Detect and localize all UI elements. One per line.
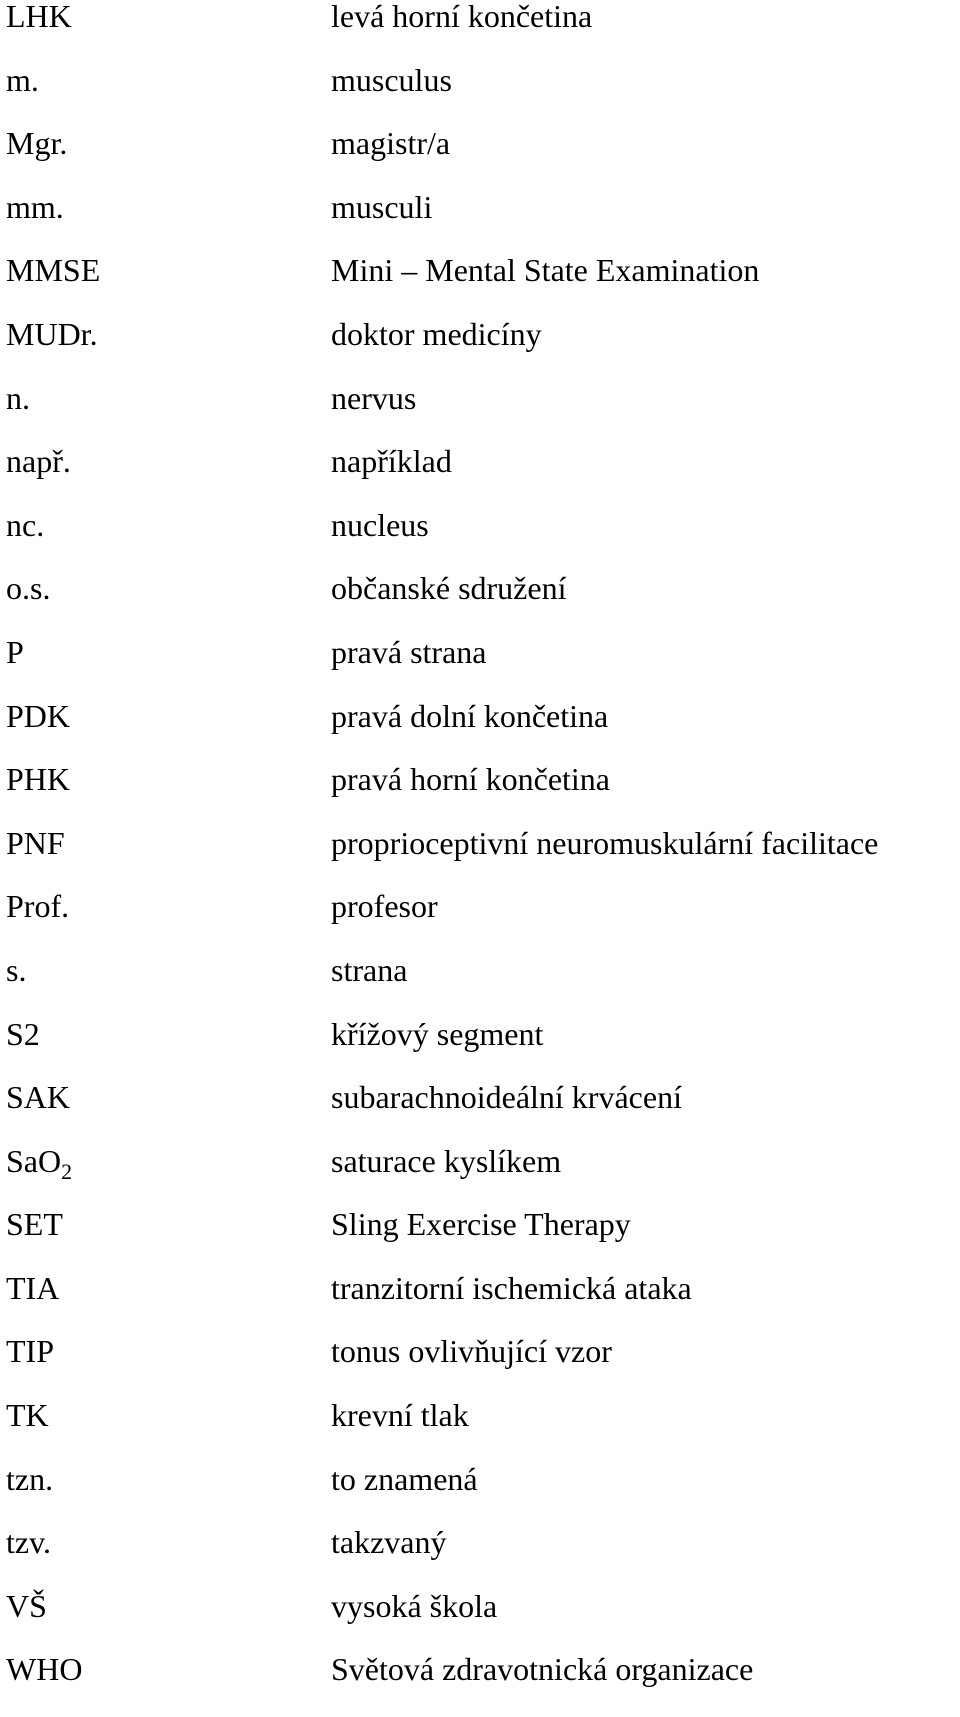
abbreviation-meaning: pravá horní končetina: [331, 761, 610, 798]
abbreviation: LHK: [6, 0, 72, 34]
abbreviation: PNF: [6, 824, 65, 861]
list-item: [0, 1335, 960, 1399]
abbreviation-meaning: musculus: [331, 61, 452, 98]
abbreviation: mm.: [6, 188, 64, 225]
abbreviation-meaning: například: [331, 443, 452, 480]
abbreviation-subscript: 2: [61, 1158, 73, 1184]
abbreviation: o.s.: [6, 570, 51, 607]
abbreviation-meaning: občanské sdružení: [331, 570, 567, 607]
list-item: [0, 1081, 960, 1145]
abbreviation-meaning: Sling Exercise Therapy: [331, 1206, 631, 1243]
abbreviation: nc.: [6, 506, 45, 543]
abbreviation-meaning: proprioceptivní neuromuskulární facilitace: [331, 824, 879, 861]
abbreviation-meaning: tonus ovlivňující vzor: [331, 1333, 612, 1370]
list-item: [0, 506, 960, 573]
list-item: [0, 315, 960, 382]
list-item: [0, 633, 960, 700]
abbreviation-meaning: subarachnoideální krvácení: [331, 1079, 682, 1116]
abbreviation: např.: [6, 443, 71, 480]
abbreviation-meaning: magistr/a: [331, 125, 451, 162]
abbreviation: SAK: [6, 1079, 71, 1116]
list-item: [0, 763, 960, 827]
list-item: [0, 61, 960, 128]
list-item: [0, 445, 960, 509]
list-item: [0, 1269, 960, 1336]
list-item: [0, 1208, 960, 1272]
abbreviation: MUDr.: [6, 315, 98, 352]
abbreviation: TK: [6, 1397, 49, 1434]
list-item: [0, 890, 960, 954]
abbreviation: WHO: [6, 1651, 83, 1688]
abbreviation: TIA: [6, 1269, 60, 1306]
abbreviation: Mgr.: [6, 125, 68, 162]
list-item: [0, 1015, 960, 1082]
abbreviation-meaning: tranzitorní ischemická ataka: [331, 1269, 692, 1306]
abbreviation: PDK: [6, 697, 71, 734]
abbreviation-meaning: vysoká škola: [331, 1587, 498, 1624]
abbreviation-meaning: křížový segment: [331, 1015, 544, 1052]
list-item: [0, 188, 960, 255]
abbreviation: MMSE: [6, 252, 101, 289]
abbreviation: TIP: [6, 1333, 54, 1370]
abbreviation: PHK: [6, 761, 71, 798]
abbreviation-meaning: takzvaný: [331, 1524, 447, 1561]
abbreviation: SET: [6, 1206, 63, 1243]
abbreviation-meaning: Mini – Mental State Examination: [331, 252, 760, 289]
abbreviation: P: [6, 633, 24, 670]
abbreviation-with-subscript: [6, 1142, 73, 1184]
abbreviation-meaning: pravá dolní končetina: [331, 697, 609, 734]
abbreviation-meaning: nervus: [331, 379, 417, 416]
abbreviation: tzn.: [6, 1460, 54, 1497]
abbreviation: tzv.: [6, 1524, 52, 1561]
list-item: [0, 1653, 960, 1717]
abbreviation-meaning: to znamená: [331, 1460, 478, 1497]
list-item: [0, 824, 960, 891]
abbreviation-meaning: krevní tlak: [331, 1397, 469, 1434]
list-item: [0, 951, 960, 1018]
abbreviation: VŠ: [6, 1587, 47, 1624]
abbreviation: s.: [6, 951, 27, 988]
list-item: [0, 1460, 960, 1527]
list-item: [0, 1399, 960, 1463]
abbreviation-meaning: nucleus: [331, 506, 429, 543]
abbreviation: S2: [6, 1015, 40, 1052]
abbreviation-meaning: profesor: [331, 888, 438, 925]
list-item: [0, 127, 960, 191]
list-item: [0, 1142, 960, 1209]
abbreviation-meaning: musculi: [331, 188, 433, 225]
abbreviation: m.: [6, 61, 39, 98]
list-item: [0, 1526, 960, 1590]
abbreviation-meaning: saturace kyslíkem: [331, 1142, 562, 1179]
list-item: [0, 572, 960, 636]
abbreviation-meaning: Světová zdravotnická organizace: [331, 1651, 754, 1688]
abbreviation-meaning: pravá strana: [331, 633, 487, 670]
abbreviation: Prof.: [6, 888, 70, 925]
list-item: [0, 0, 960, 64]
list-item: [0, 697, 960, 764]
list-item: [0, 379, 960, 446]
abbreviation-meaning: levá horní končetina: [331, 0, 593, 34]
list-item: [0, 1587, 960, 1654]
abbreviation-meaning: doktor medicíny: [331, 315, 542, 352]
abbreviation: SaO: [6, 1142, 62, 1179]
list-item: [0, 254, 960, 318]
abbreviation: n.: [6, 379, 30, 416]
abbreviation-meaning: strana: [331, 951, 408, 988]
